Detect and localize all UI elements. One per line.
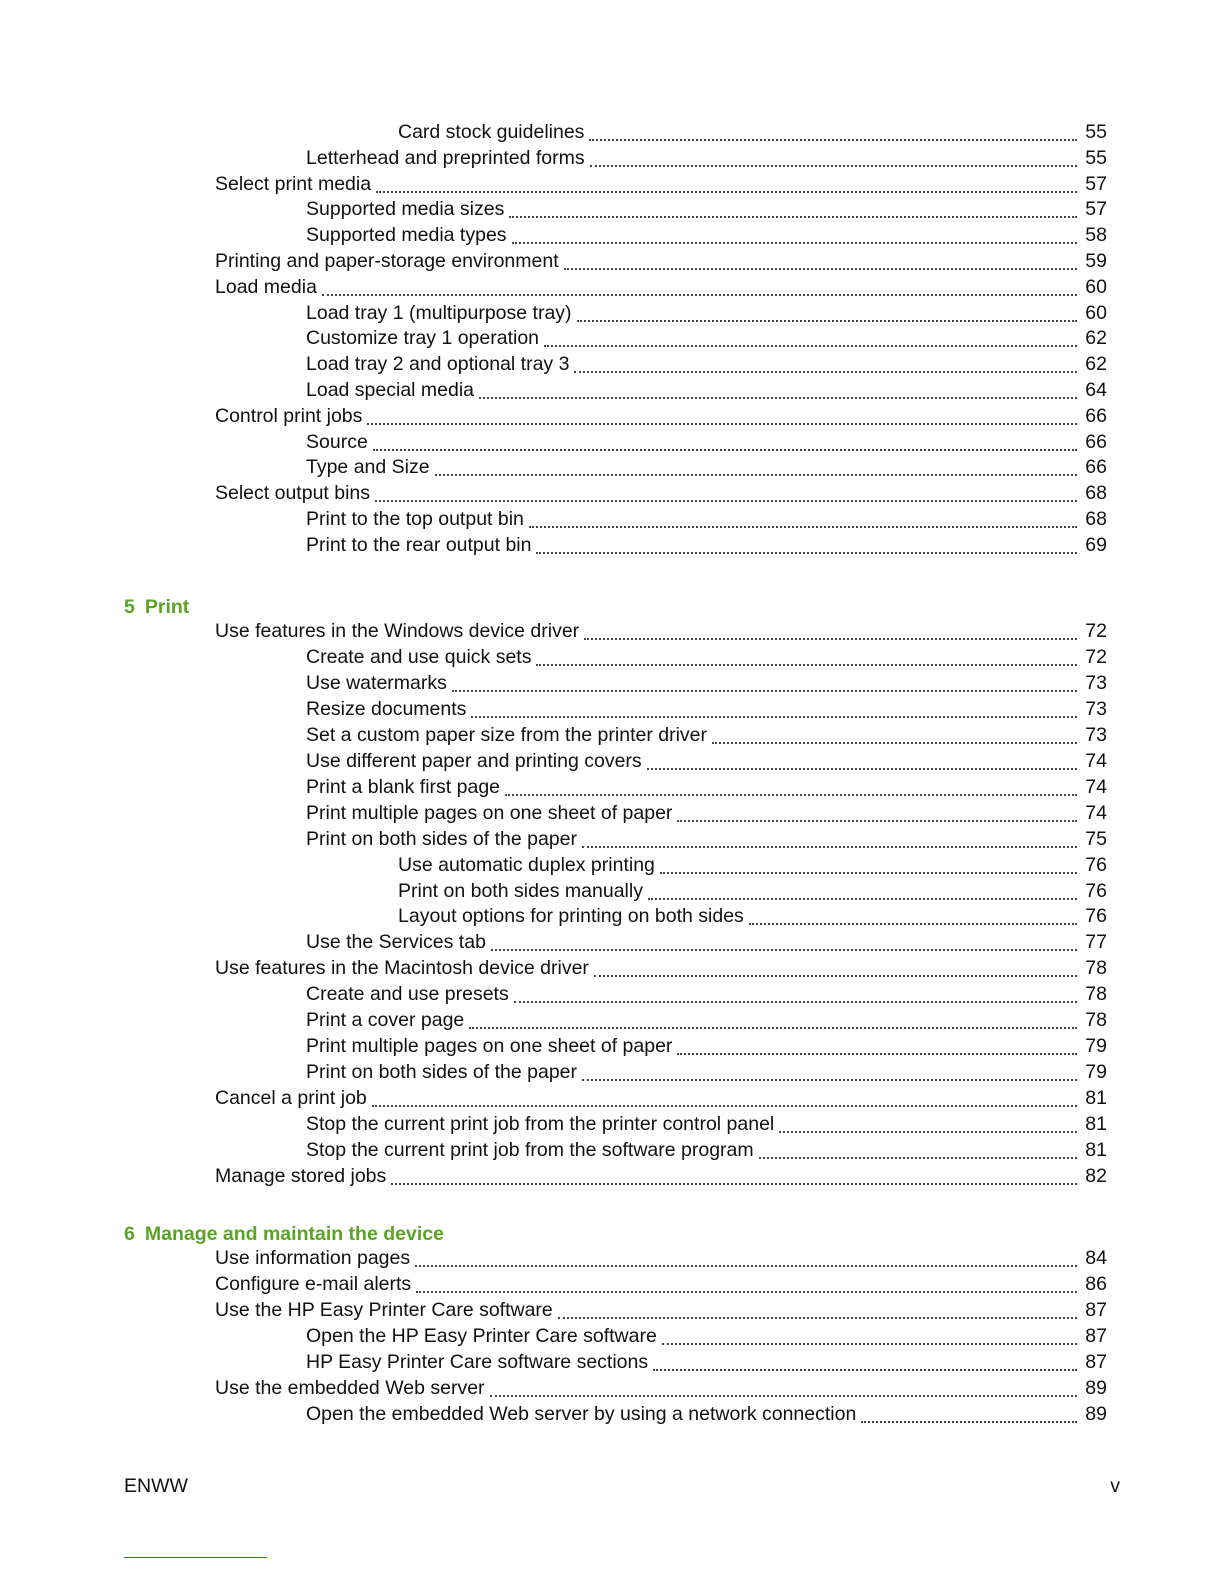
toc-entry[interactable]	[306, 1349, 1107, 1375]
toc-entry-page-number: 66	[1085, 456, 1107, 479]
toc-entry[interactable]	[306, 826, 1107, 852]
dot-leader	[509, 216, 1077, 218]
toc-entry-page-number: 73	[1085, 671, 1107, 694]
toc-entry-title: Layout options for printing on both sides	[398, 905, 744, 928]
toc-entry[interactable]	[306, 981, 1107, 1007]
chapter-title: Print	[144, 596, 190, 618]
toc-entry-page-number: 60	[1085, 301, 1107, 324]
toc-entry-page-number: 89	[1085, 1402, 1107, 1425]
toc-entry[interactable]	[306, 1033, 1107, 1059]
toc-entry-page-number: 82	[1085, 1164, 1107, 1187]
toc-entry-page-number: 79	[1085, 1035, 1107, 1058]
dot-leader	[490, 1395, 1077, 1397]
chapter-heading-6[interactable]	[124, 1221, 444, 1247]
dot-leader	[577, 320, 1077, 322]
toc-entry[interactable]	[306, 1059, 1107, 1085]
toc-entry[interactable]	[215, 248, 1107, 274]
toc-entry[interactable]	[306, 1323, 1107, 1349]
toc-entry[interactable]	[215, 955, 1107, 981]
dot-leader	[590, 165, 1077, 167]
toc-entry-title: Control print jobs	[215, 404, 363, 427]
toc-entry-title: Supported media sizes	[306, 198, 505, 221]
toc-entry-title: Manage stored jobs	[215, 1164, 387, 1187]
dot-leader	[491, 949, 1077, 951]
chapter-number: 5	[124, 596, 135, 618]
toc-entry[interactable]	[306, 722, 1107, 748]
toc-entry-title: Print a cover page	[306, 1009, 465, 1032]
toc-entry-page-number: 66	[1085, 430, 1107, 453]
toc-entry[interactable]	[398, 878, 1107, 904]
toc-entry-page-number: 69	[1085, 533, 1107, 556]
toc-entry[interactable]	[306, 300, 1107, 326]
toc-entry[interactable]	[306, 325, 1107, 351]
toc-entry-title: Cancel a print job	[215, 1087, 367, 1110]
toc-entry-title: Use the Services tab	[306, 931, 486, 954]
dot-leader	[391, 1183, 1077, 1185]
toc-entry-page-number: 86	[1085, 1272, 1107, 1295]
toc-entry-title: Use features in the Windows device driver	[215, 620, 580, 642]
toc-entry-title: Supported media types	[306, 224, 507, 247]
toc-entry-page-number: 55	[1085, 121, 1107, 143]
toc-entry-title: Load tray 2 and optional tray 3	[306, 353, 570, 376]
toc-entry-title: Use watermarks	[306, 671, 447, 694]
dot-leader	[372, 1105, 1077, 1107]
dot-leader	[376, 191, 1077, 193]
toc-entry-title: Select output bins	[215, 482, 371, 505]
toc-entry-title: Print to the top output bin	[306, 508, 524, 530]
toc-entry-title: Load special media	[306, 379, 475, 401]
dot-leader	[435, 474, 1077, 476]
toc-entry[interactable]	[306, 429, 1107, 455]
toc-entry-page-number: 73	[1085, 697, 1107, 720]
toc-entry-title: Print multiple pages on one sheet of paper	[306, 1035, 673, 1058]
dot-leader	[375, 500, 1077, 502]
dot-leader	[712, 742, 1077, 744]
toc-entry-page-number: 58	[1085, 224, 1107, 247]
toc-entry-title: Stop the current print job from the printer control panel	[306, 1113, 775, 1136]
dot-leader	[505, 794, 1077, 796]
toc-entry-page-number: 81	[1085, 1139, 1107, 1161]
toc-entry-page-number: 73	[1085, 723, 1107, 746]
toc-entry[interactable]	[306, 748, 1107, 774]
toc-entry-title: Load media	[215, 275, 317, 298]
dot-leader	[749, 923, 1077, 925]
dot-leader	[322, 294, 1077, 296]
toc-entry-title: Stop the current print job from the software program	[306, 1139, 754, 1161]
toc-entry-title: Create and use quick sets	[306, 645, 532, 668]
toc-entry[interactable]	[398, 903, 1107, 929]
toc-entry[interactable]	[215, 1271, 1107, 1297]
toc-entry-page-number: 76	[1085, 905, 1107, 928]
dot-leader	[415, 1265, 1077, 1267]
toc-entry[interactable]	[215, 1297, 1107, 1323]
toc-entry-title: Open the embedded Web server by using a network connection	[306, 1402, 857, 1425]
toc-entry[interactable]	[215, 274, 1107, 300]
toc-entry-title: Use information pages	[215, 1247, 411, 1269]
toc-entry-page-number: 75	[1085, 827, 1107, 850]
toc-entry[interactable]	[306, 670, 1107, 696]
dot-leader	[584, 638, 1077, 640]
toc-entry-page-number: 81	[1085, 1087, 1107, 1110]
dot-leader	[589, 139, 1077, 141]
toc-entry-title: Print on both sides manually	[398, 879, 643, 902]
toc-entry-page-number: 59	[1085, 250, 1107, 272]
toc-entry[interactable]	[398, 852, 1107, 878]
dot-leader	[479, 397, 1077, 399]
toc-entry[interactable]	[215, 403, 1107, 429]
toc-entry-title: Type and Size	[306, 456, 430, 479]
dot-leader	[594, 975, 1077, 977]
toc-entry-title: Use the embedded Web server	[215, 1376, 485, 1399]
dot-leader	[660, 872, 1077, 874]
dot-leader	[512, 242, 1077, 244]
toc-entry[interactable]	[306, 696, 1107, 722]
toc-entry[interactable]	[215, 1085, 1107, 1111]
toc-entry[interactable]	[306, 351, 1107, 377]
dot-leader	[529, 526, 1077, 528]
toc-entry-page-number: 55	[1085, 146, 1107, 169]
toc-entry-title: Resize documents	[306, 697, 467, 720]
toc-entry-page-number: 62	[1085, 353, 1107, 376]
toc-entry[interactable]	[306, 506, 1107, 532]
dot-leader	[582, 846, 1077, 848]
toc-entry[interactable]	[306, 377, 1107, 403]
dot-leader	[582, 1079, 1077, 1081]
toc-entry-page-number: 74	[1085, 775, 1107, 798]
toc-entry-title: Create and use presets	[306, 983, 509, 1006]
toc-entry-page-number: 78	[1085, 1009, 1107, 1032]
dot-leader	[759, 1157, 1077, 1159]
dot-leader	[544, 345, 1077, 347]
toc-entry-page-number: 89	[1085, 1376, 1107, 1399]
dot-leader	[648, 898, 1077, 900]
toc-entry-title: Customize tray 1 operation	[306, 327, 540, 350]
toc-entry-page-number: 87	[1085, 1298, 1107, 1321]
toc-entry-title: Select print media	[215, 172, 372, 195]
toc-entry[interactable]	[306, 196, 1107, 222]
toc-entry[interactable]	[306, 222, 1107, 248]
toc-entry-page-number: 68	[1085, 508, 1107, 530]
toc-entry-page-number: 76	[1085, 853, 1107, 876]
toc-entry[interactable]	[306, 532, 1107, 558]
toc-entry[interactable]	[215, 171, 1107, 197]
toc-entry[interactable]	[215, 1375, 1107, 1401]
toc-entry[interactable]	[306, 1401, 1107, 1427]
toc-entry[interactable]	[306, 1111, 1107, 1137]
toc-entry-title: Use different paper and printing covers	[306, 749, 642, 772]
toc-entry-page-number: 57	[1085, 198, 1107, 221]
toc-entry-page-number: 60	[1085, 275, 1107, 298]
toc-entry-title: Print on both sides of the paper	[306, 827, 578, 850]
toc-entry[interactable]	[306, 145, 1107, 171]
toc-entry[interactable]	[306, 1137, 1107, 1163]
dot-leader	[653, 1369, 1077, 1371]
chapter-heading-5[interactable]	[124, 594, 189, 620]
dot-leader	[677, 1053, 1077, 1055]
toc-entry-page-number: 74	[1085, 749, 1107, 772]
toc-entry-title: Print on both sides of the paper	[306, 1061, 578, 1084]
toc-entry-title: Printing and paper-storage environment	[215, 250, 559, 272]
toc-entry-title: Letterhead and preprinted forms	[306, 146, 585, 169]
toc-entry-page-number: 72	[1085, 620, 1107, 642]
dot-leader	[536, 552, 1077, 554]
dot-leader	[662, 1343, 1077, 1345]
toc-entry-page-number: 62	[1085, 327, 1107, 350]
toc-entry-title: Print a blank first page	[306, 775, 501, 798]
toc-entry[interactable]	[215, 1245, 1107, 1271]
toc-entry-page-number: 68	[1085, 482, 1107, 505]
toc-entry-page-number: 87	[1085, 1324, 1107, 1347]
toc-entry-title: Use the HP Easy Printer Care software	[215, 1298, 553, 1321]
dot-leader	[564, 268, 1077, 270]
toc-entry-page-number: 72	[1085, 645, 1107, 668]
toc-entry-page-number: 64	[1085, 379, 1107, 401]
dot-leader	[514, 1001, 1077, 1003]
chapter-number: 6	[124, 1223, 135, 1245]
toc-entry-title: Set a custom paper size from the printer driver	[306, 723, 707, 746]
toc-entry[interactable]	[306, 1007, 1107, 1033]
dot-leader	[779, 1131, 1077, 1133]
chapter-title: Manage and maintain the device	[144, 1223, 444, 1245]
toc-entry-page-number: 77	[1085, 931, 1107, 954]
dot-leader	[469, 1027, 1077, 1029]
toc-entry-title: Load tray 1 (multipurpose tray)	[306, 301, 572, 324]
dot-leader	[452, 690, 1077, 692]
toc-entry[interactable]	[398, 119, 1107, 145]
dot-leader	[471, 716, 1077, 718]
toc-entry-page-number: 76	[1085, 879, 1107, 902]
toc-entry-title: HP Easy Printer Care software sections	[306, 1350, 649, 1373]
toc-entry-page-number: 79	[1085, 1061, 1107, 1084]
toc-entry-title: Use features in the Macintosh device driver	[215, 957, 589, 980]
toc-entry-title: Print multiple pages on one sheet of paper	[306, 801, 673, 824]
toc-entry-title: Print to the rear output bin	[306, 533, 532, 556]
dot-leader	[536, 664, 1077, 666]
toc-entry-page-number: 84	[1085, 1247, 1107, 1269]
dot-leader	[558, 1317, 1077, 1319]
toc-entry-title: Open the HP Easy Printer Care software	[306, 1324, 657, 1347]
toc-entry-page-number: 66	[1085, 404, 1107, 427]
toc-entry[interactable]	[306, 454, 1107, 480]
toc-entry-title: Source	[306, 430, 368, 453]
footer-doc-code: ENWW	[124, 1475, 188, 1497]
toc-entry-title: Card stock guidelines	[398, 121, 585, 143]
dot-leader	[373, 449, 1077, 451]
toc-entry-page-number: 78	[1085, 957, 1107, 980]
toc-entry[interactable]	[306, 800, 1107, 826]
toc-entry[interactable]	[215, 480, 1107, 506]
dot-leader	[861, 1421, 1077, 1423]
toc-entry-page-number: 74	[1085, 801, 1107, 824]
toc-entry[interactable]	[306, 929, 1107, 955]
toc-entry-page-number: 57	[1085, 172, 1107, 195]
footer-page-number: v	[1110, 1475, 1120, 1497]
toc-entry[interactable]	[306, 644, 1107, 670]
dot-leader	[367, 423, 1077, 425]
toc-entry-page-number: 81	[1085, 1113, 1107, 1136]
dot-leader	[574, 371, 1077, 373]
toc-entry-page-number: 87	[1085, 1350, 1107, 1373]
toc-entry-title: Configure e-mail alerts	[215, 1272, 412, 1295]
dot-leader	[647, 768, 1077, 770]
toc-entry-page-number: 78	[1085, 983, 1107, 1006]
dot-leader	[677, 820, 1077, 822]
toc-entry[interactable]	[215, 1163, 1107, 1189]
toc-entry-title: Use automatic duplex printing	[398, 853, 655, 876]
footer-link-underline	[124, 1557, 267, 1558]
dot-leader	[416, 1291, 1077, 1293]
toc-entry[interactable]	[215, 618, 1107, 644]
toc-entry[interactable]	[306, 774, 1107, 800]
